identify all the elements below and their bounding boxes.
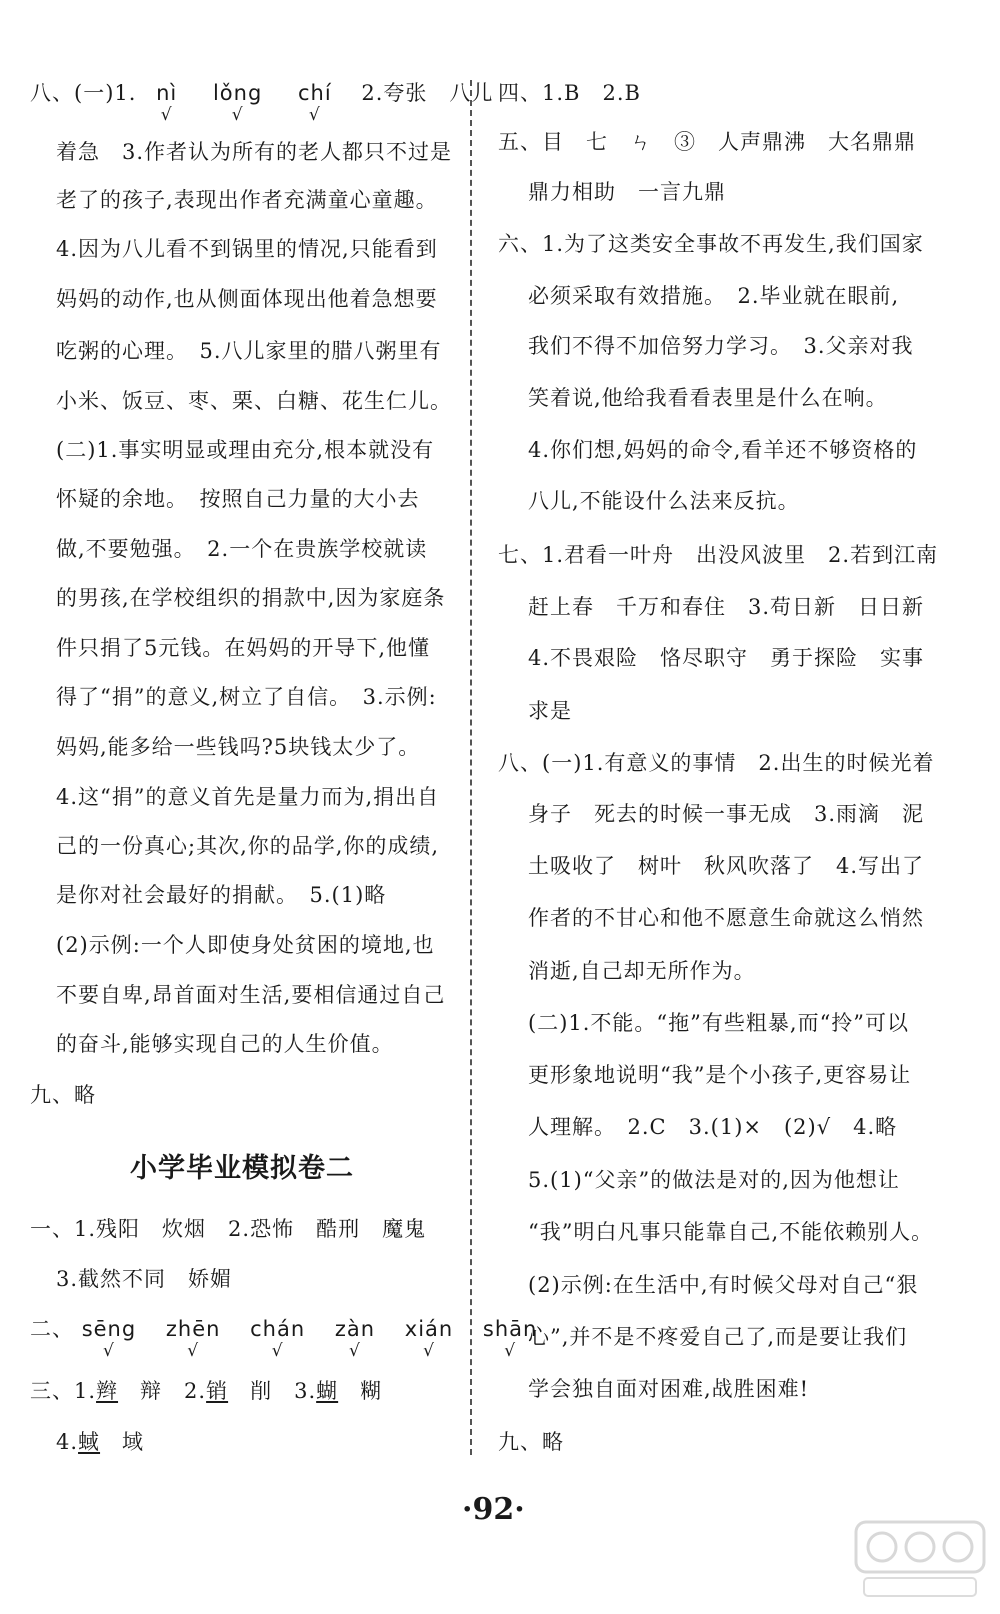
right-line-24: (2)示例:在生活中,有时候父母对自己“狠 <box>528 1273 919 1297</box>
left-line-4: 4.因为八儿看不到锅里的情况,只能看到 <box>56 237 438 261</box>
watermark-logo-icon <box>850 1514 990 1604</box>
right-line-10: 七、1.君看一叶舟 出没风波里 2.若到江南 <box>498 543 939 567</box>
right-line-1: 四、1.B 2.B <box>498 81 641 105</box>
left-line-1 <box>30 78 494 125</box>
left-line-12: 件只捐了5元钱。在妈妈的开导下,他懂 <box>56 636 431 660</box>
sec3-a-mid-2: 削 3. <box>228 1379 317 1403</box>
sec3-line-b <box>56 1427 144 1457</box>
sec1-line-b: 3.截然不同 娇媚 <box>56 1267 233 1291</box>
left-line-1-label: 八、(一)1. <box>30 81 137 105</box>
right-line-14: 八、(一)1.有意义的事情 2.出生的时候光着 <box>498 751 935 775</box>
left-line-6: 吃粥的心理。 5.八儿家里的腊八粥里有 <box>56 339 442 363</box>
pinyin-sec2-4-text: zàn <box>334 1317 376 1341</box>
right-line-20: 更形象地说明“我”是个小孩子,更容易让 <box>528 1063 912 1087</box>
right-line-8: 4.你们想,妈妈的命令,看羊还不够资格的 <box>528 438 918 462</box>
tick-icon: √ <box>349 1341 361 1361</box>
pinyin-3-text: chí <box>297 81 332 105</box>
left-line-20: 的奋斗,能够实现自己的人生价值。 <box>56 1032 394 1056</box>
right-line-3: 鼎力相助 一言九鼎 <box>528 180 726 204</box>
right-line-4: 六、1.为了这类安全事故不再发生,我们国家 <box>498 232 924 256</box>
left-line-17: 是你对社会最好的捐献。 5.(1)略 <box>56 883 387 907</box>
tick-icon: √ <box>308 105 321 125</box>
right-line-9: 八儿,不能设什么法来反抗。 <box>528 489 800 513</box>
right-line-22: 5.(1)“父亲”的做法是对的,因为他想让 <box>528 1168 900 1192</box>
sec3-b-answer: 蜮 <box>78 1430 101 1454</box>
left-line-14: 妈妈,能多给一些钱吗?5块钱太少了。 <box>56 735 421 759</box>
left-line-7: 小米、饭豆、枣、栗、白糖、花生仁儿。 <box>56 389 452 413</box>
right-line-7: 笑着说,他给我看看表里是什么在响。 <box>528 386 888 410</box>
tick-icon: √ <box>187 1341 200 1361</box>
right-line-15: 身子 死去的时候一事无成 3.雨滴 泥 <box>528 802 925 826</box>
left-line-8: (二)1.事实明显或理由充分,根本就没有 <box>56 438 435 462</box>
tick-icon: √ <box>231 105 244 125</box>
left-line-16: 己的一份真心;其次,你的品学,你的成绩, <box>56 834 440 858</box>
pinyin-sec2-5-text: xián <box>404 1317 454 1341</box>
left-line-9: 怀疑的余地。 按照自己力量的大小去 <box>56 487 420 511</box>
pinyin-1-text: nì <box>156 81 178 105</box>
sec2-label: 二、 <box>30 1317 74 1341</box>
left-line-3: 老了的孩子,表现出作者充满童心童趣。 <box>56 188 438 212</box>
section-title: 小学毕业模拟卷二 <box>130 1153 354 1184</box>
pinyin-sec2-6-text: shān <box>482 1317 538 1341</box>
pinyin-sec2-3-text: chán <box>250 1317 306 1341</box>
left-line-5: 妈妈的动作,也从侧面体现出他着急想要 <box>56 287 438 311</box>
column-divider <box>470 80 472 1455</box>
left-line-1-rest: 2.夸张 八儿 <box>361 81 494 105</box>
tick-icon: √ <box>423 1341 435 1361</box>
pinyin-sec2-2 <box>165 1314 221 1361</box>
sec3-a-end: 糊 <box>338 1379 383 1403</box>
sec2-line <box>30 1314 538 1361</box>
right-line-18: 消逝,自己却无所作为。 <box>528 959 756 983</box>
tick-icon: √ <box>271 1341 284 1361</box>
pinyin-sec2-4 <box>334 1314 376 1361</box>
sec3-a-answer-3: 蝴 <box>316 1379 339 1403</box>
sec3-a-answer-2: 销 <box>206 1379 229 1403</box>
sec3-a-label: 三、1. <box>30 1379 97 1403</box>
left-line-10: 做,不要勉强。 2.一个在贵族学校就读 <box>56 537 428 561</box>
pinyin-sec2-2-text: zhēn <box>165 1317 221 1341</box>
sec3-b-end: 域 <box>100 1430 145 1454</box>
pinyin-sec2-1-text: sēng <box>81 1317 137 1341</box>
sec3-a-mid-1: 辩 2. <box>118 1379 207 1403</box>
right-line-2: 五、目 七 ㄣ ③ 人声鼎沸 大名鼎鼎 <box>498 130 916 154</box>
right-line-6: 我们不得不加倍努力学习。 3.父亲对我 <box>528 334 914 358</box>
right-line-5: 必须采取有效措施。 2.毕业就在眼前, <box>528 284 900 308</box>
right-line-19: (二)1.不能。“拖”有些粗暴,而“拎”可以 <box>528 1011 910 1035</box>
left-line-2: 着急 3.作者认为所有的老人都只不过是 <box>56 140 453 164</box>
left-line-19: 不要自卑,昂首面对生活,要相信通过自己 <box>56 983 446 1007</box>
tick-icon: √ <box>160 105 173 125</box>
right-line-27: 九、略 <box>498 1430 564 1454</box>
right-line-16: 土吸收了 树叶 秋风吹落了 4.写出了 <box>528 854 925 878</box>
pinyin-2-text: lǒng <box>212 81 263 105</box>
left-line-11: 的男孩,在学校组织的捐款中,因为家庭条 <box>56 586 446 610</box>
right-line-21: 人理解。 2.C 3.(1)× (2)√ 4.略 <box>528 1115 898 1139</box>
sec3-b-label: 4. <box>56 1430 79 1454</box>
right-line-25: 心”,并不是不疼爱自己了,而是要让我们 <box>528 1325 908 1349</box>
page-number: ·92· <box>462 1492 525 1527</box>
sec1-line-a: 一、1.残阳 炊烟 2.恐怖 酷刑 魔鬼 <box>30 1217 427 1241</box>
pinyin-1 <box>156 78 178 125</box>
left-line-13: 得了“捐”的意义,树立了自信。 3.示例: <box>56 685 437 709</box>
right-line-11: 赶上春 千万和春住 3.苟日新 日日新 <box>528 595 925 619</box>
right-line-26: 学会独自面对困难,战胜困难! <box>528 1377 810 1401</box>
pinyin-2 <box>212 78 263 125</box>
right-line-23: “我”明白凡事只能靠自己,不能依赖别人。 <box>528 1220 934 1244</box>
left-line-15: 4.这“捐”的意义首先是量力而为,捐出自 <box>56 785 440 809</box>
pinyin-3 <box>297 78 332 125</box>
right-line-17: 作者的不甘心和他不愿意生命就这么悄然 <box>528 906 924 930</box>
pinyin-sec2-3 <box>250 1314 306 1361</box>
left-line-21: 九、略 <box>30 1083 96 1107</box>
pinyin-sec2-5 <box>404 1314 454 1361</box>
left-line-18: (2)示例:一个人即使身处贫困的境地,也 <box>56 933 435 957</box>
tick-icon: √ <box>504 1341 517 1361</box>
sec3-line-a <box>30 1376 382 1406</box>
tick-icon: √ <box>103 1341 115 1361</box>
right-line-13: 求是 <box>528 699 572 723</box>
sec3-a-answer-1: 辫 <box>96 1379 119 1403</box>
pinyin-sec2-1 <box>81 1314 137 1361</box>
right-line-12: 4.不畏艰险 恪尽职守 勇于探险 实事 <box>528 646 925 670</box>
